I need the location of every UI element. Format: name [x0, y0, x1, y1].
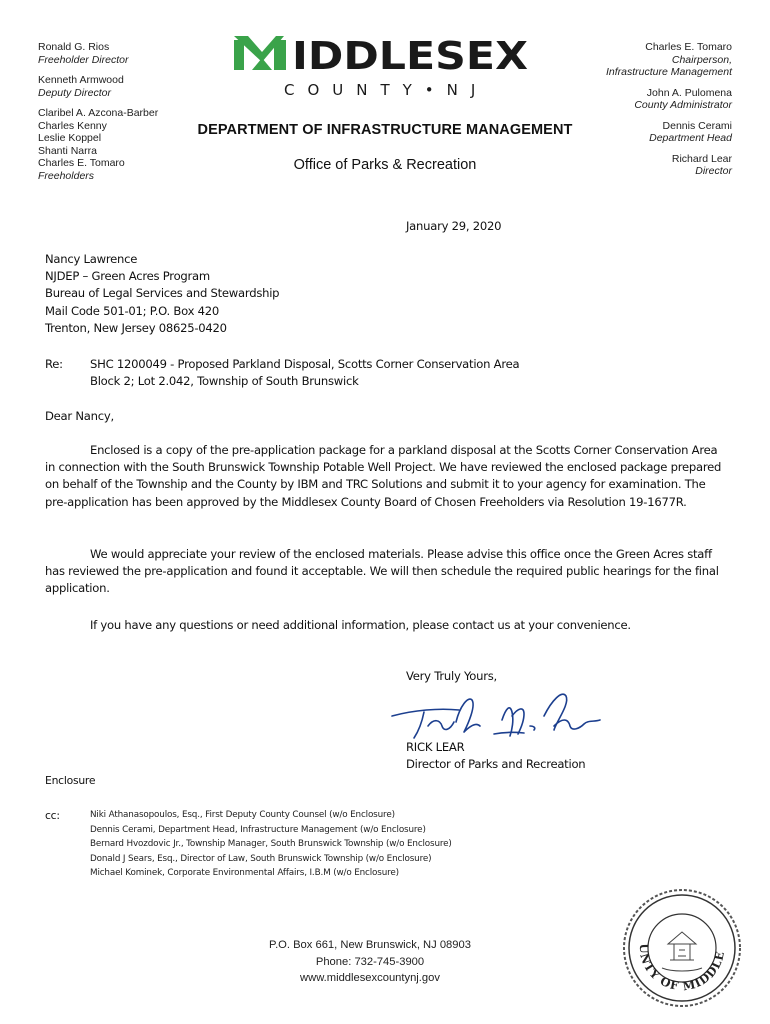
person-name: John A. Pulomena [646, 86, 732, 99]
cc-item: Dennis Cerami, Department Head, Infrastructure Management (w/o Enclosure) [90, 824, 426, 835]
cc-item: Bernard Hvozdovic Jr., Township Manager, South Brunswick Township (w/o Enclosure) [90, 839, 452, 850]
signer-block [406, 739, 585, 773]
person-role: County Administrator [634, 99, 732, 111]
person-role: Freeholder Director [38, 53, 129, 66]
letter-date: January 29, 2020 [406, 219, 502, 233]
re-line: Block 2; Lot 2.042, Township of South Brunswick [90, 374, 359, 389]
re-label: Re: [45, 357, 63, 371]
person-name: Kenneth Armwood [38, 74, 124, 86]
freeholders-list [38, 41, 208, 190]
official-department-head [532, 120, 732, 145]
paragraph-1: Enclosed is a copy of the pre-application package for a parkland disposal at the Scotts Corner Conservation Area in connection with the South Brunswick Township Potable Well Project. We have reviewed the enclosed package prepared on behalf of the Township and the County by IBM and TRC Solutions and submit it to your agency for examination. The pre-application has been approved by the Middlesex County Board of Chosen Freeholders via Resolution 19-1677R. [45, 443, 722, 509]
re-subject [90, 356, 519, 390]
cc-label: cc: [45, 809, 60, 822]
seal-text: UNTY OF MIDDLE [636, 943, 728, 994]
signer-name: RICK LEAR [406, 740, 465, 754]
paragraph-2: We would appreciate your review of the enclosed materials. Please advise this office once the Green Acres staff has reviewed the pre-application and found it acceptable. We will then schedule the required public hearings for the final application. [45, 547, 719, 596]
logo-graphic [234, 32, 530, 102]
cc-list [90, 808, 452, 881]
cc-item: Niki Athanasopoulos, Esq., First Deputy County Counsel (w/o Enclosure) [90, 810, 395, 820]
person-name: Charles Kenny [38, 119, 107, 132]
official-chairperson [532, 41, 732, 79]
svg-text:COUNTY•NJ: COUNTY•NJ [284, 81, 489, 99]
department-title: DEPARTMENT OF INFRASTRUCTURE MANAGEMENT [197, 122, 573, 138]
person-role: Department Head [649, 132, 732, 144]
freeholders-group [38, 107, 208, 182]
footer-address: P.O. Box 661, New Brunswick, NJ 08903 [269, 939, 471, 951]
person-name: Charles E. Tomaro [38, 157, 125, 169]
person-role: Chairperson, [671, 53, 732, 66]
person-name: Leslie Koppel [38, 132, 102, 144]
person-name: Dennis Cerami [662, 119, 732, 132]
person-role: Infrastructure Management [605, 66, 732, 78]
middlesex-county-logo [234, 32, 530, 102]
address-line: Mail Code 501-01; P.O. Box 420 [45, 303, 220, 318]
signature-image [384, 686, 604, 744]
freeholder-director [38, 41, 208, 66]
county-seal-icon [622, 888, 742, 1008]
person-name: Ronald G. Rios [38, 41, 110, 53]
recipient-address [45, 251, 279, 337]
cc-item: Donald J Sears, Esq., Director of Law, South Brunswick Township (w/o Enclosure) [90, 853, 432, 864]
closing: Very Truly Yours, [406, 669, 497, 683]
address-line: Trenton, New Jersey 08625-0420 [45, 320, 227, 335]
person-name: Charles E. Tomaro [645, 41, 732, 53]
person-name: Richard Lear [671, 152, 732, 165]
office-name: Office of Parks & Recreation [293, 157, 477, 173]
officials-list [532, 41, 732, 186]
signer-title: Director of Parks and Recreation [406, 757, 586, 772]
official-administrator [532, 87, 732, 112]
cc-item: Michael Kominek, Corporate Environmental Affairs, I.B.M (w/o Enclosure) [90, 868, 399, 879]
person-name: Shanti Narra [38, 144, 97, 157]
deputy-director [38, 74, 208, 99]
salutation: Dear Nancy, [45, 409, 114, 423]
person-role: Director [695, 165, 732, 177]
person-role: Deputy Director [38, 86, 111, 99]
footer-website: www.middlesexcountynj.gov [300, 972, 440, 984]
official-director [532, 153, 732, 178]
person-role: Freeholders [38, 169, 95, 182]
svg-text:IDDLESEX: IDDLESEX [292, 34, 528, 78]
footer-phone: Phone: 732-745-3900 [315, 955, 425, 968]
person-name: Claribel A. Azcona-Barber [38, 107, 159, 119]
address-line: NJDEP – Green Acres Program [45, 269, 210, 284]
re-line: SHC 1200049 - Proposed Parkland Disposal, Scotts Corner Conservation Area [90, 357, 520, 371]
paragraph-3: If you have any questions or need additional information, please contact us at your convenience. [90, 618, 631, 632]
address-line: Nancy Lawrence [45, 252, 138, 266]
address-line: Bureau of Legal Services and Stewardship [45, 286, 280, 301]
footer-contact [200, 937, 540, 987]
enclosure-note: Enclosure [45, 774, 96, 787]
